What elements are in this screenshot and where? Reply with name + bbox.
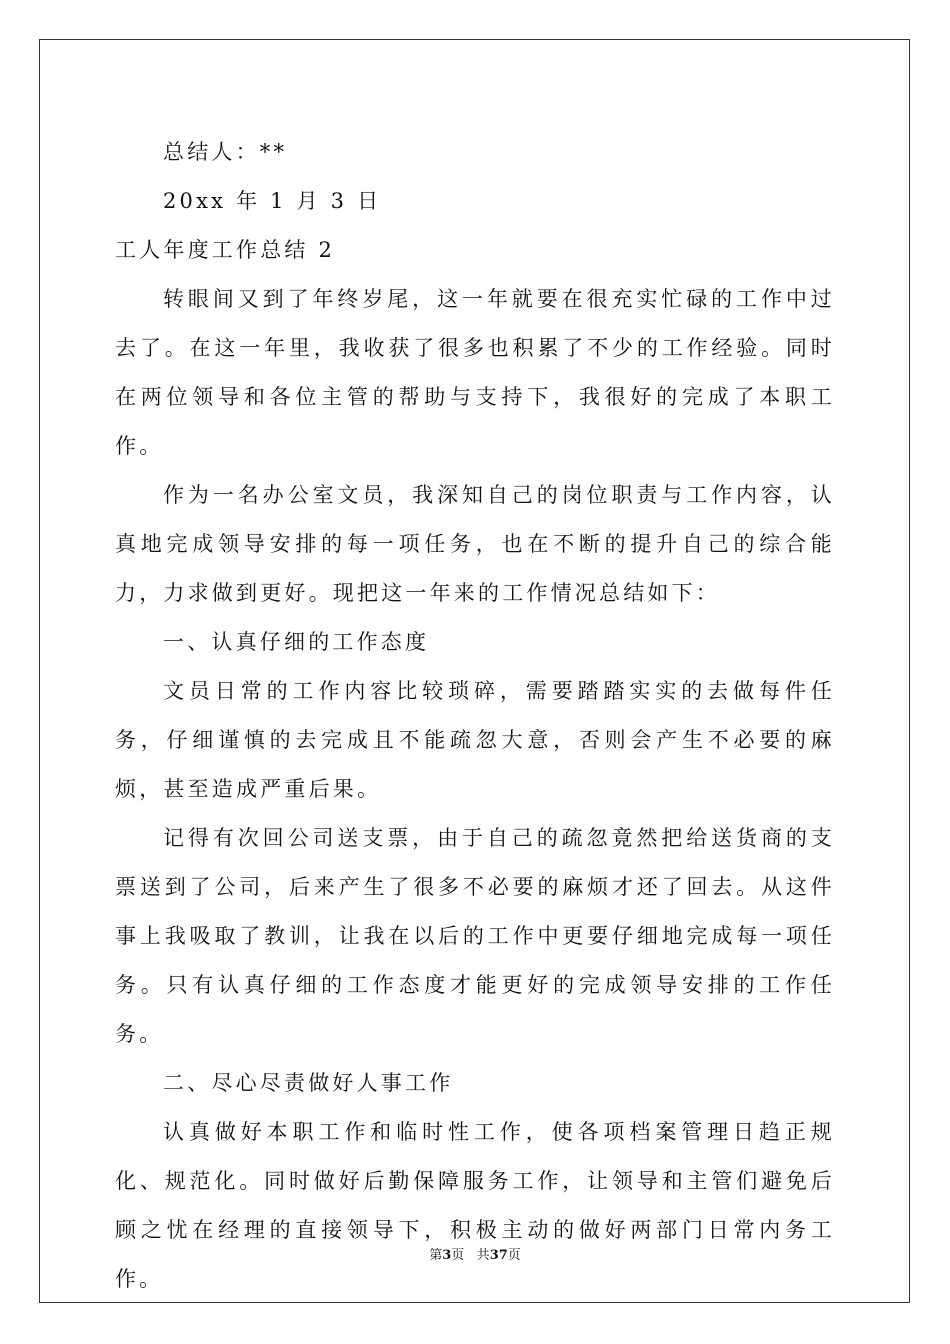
page-prefix: 第	[429, 1248, 443, 1263]
paragraph: 文员日常的工作内容比较琐碎，需要踏踏实实的去做每件任务，仔细谨慎的去完成且不能疏忽大意，否则会产生不必要的麻烦，甚至造成严重后果。	[115, 679, 835, 801]
paragraph: 认真做好本职工作和临时性工作，使各项档案管理日趋正规化、规范化。同时做好后勤保障服务工作，让领导和主管们避免后顾之忧在经理的直接领导下，积极主动的做好两部门日常内务工作。	[115, 1120, 835, 1291]
total-pages: 37	[489, 1248, 508, 1263]
paragraph: 记得有次回公司送支票，由于自己的疏忽竟然把给送货商的支票送到了公司，后来产生了很多不必要的麻烦才还了回去。从这件事上我吸取了教训，让我在以后的工作中更要仔细地完成每一项任务。只有认真仔细的工作态度才能更好的完成领导安排的工作任务。	[115, 826, 835, 1046]
date-line: 20xx 年 1 月 3 日	[163, 189, 382, 213]
document-body	[115, 128, 835, 1304]
paragraph: 转眼间又到了年终岁尾，这一年就要在很充实忙碌的工作中过去了。在这一年里，我收获了很多也积累了不少的工作经验。同时在两位领导和各位主管的帮助与支持下，我很好的完成了本职工作。	[115, 287, 835, 458]
subheading: 一、认真仔细的工作态度	[163, 630, 430, 654]
signature-line: 总结人：**	[163, 140, 288, 164]
total-prefix: 共	[476, 1248, 490, 1263]
section-title: 工人年度工作总结 2	[115, 238, 336, 262]
paragraph: 作为一名办公室文员，我深知自己的岗位职责与工作内容，认真地完成领导安排的每一项任务，也在不断的提升自己的综合能力，力求做到更好。现把这一年来的工作情况总结如下：	[115, 483, 835, 605]
total-suffix: 页	[507, 1248, 521, 1263]
page-footer	[0, 1247, 950, 1265]
page-number: 3	[442, 1248, 452, 1263]
subheading: 二、尽心尽责做好人事工作	[163, 1071, 454, 1095]
page-suffix: 页	[451, 1248, 465, 1263]
